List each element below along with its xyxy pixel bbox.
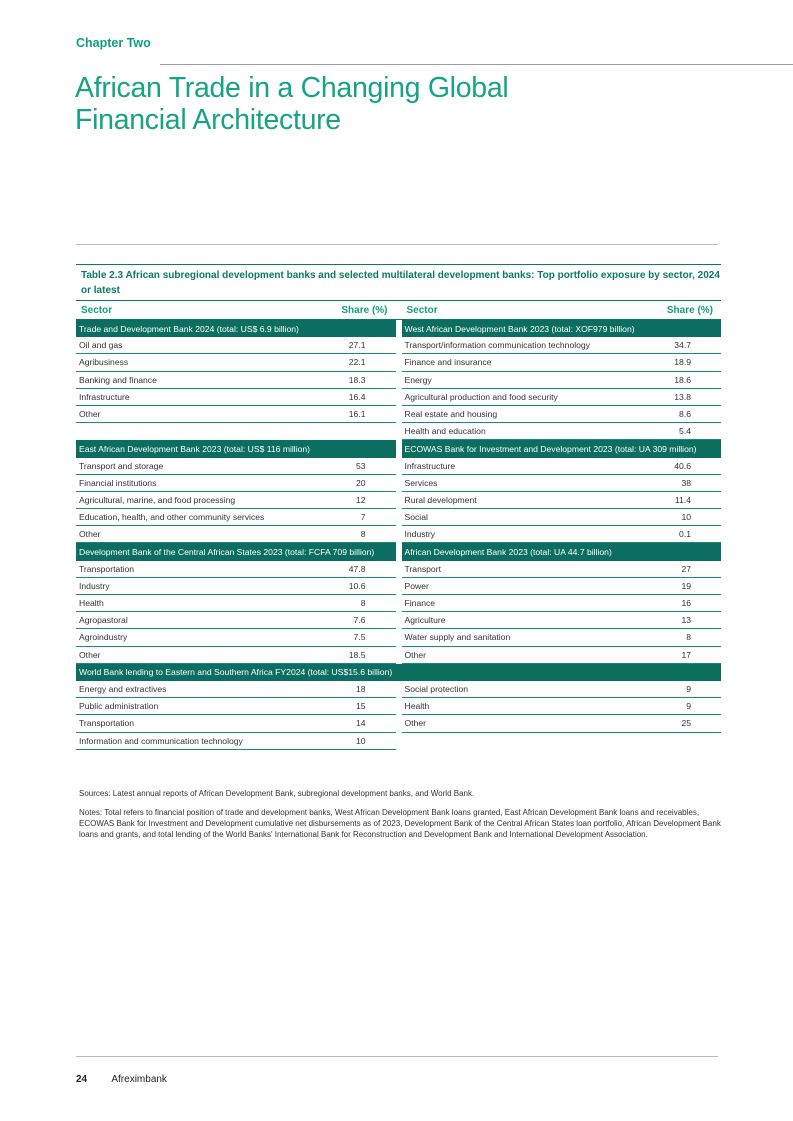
bank-heading <box>76 543 396 560</box>
share-value: 0.1 <box>679 529 691 540</box>
sector-name: Transport and storage <box>79 460 164 471</box>
share-value: 22.1 <box>348 357 366 368</box>
share-value: 12 <box>355 494 366 505</box>
sector-name: Transportation <box>79 718 135 729</box>
sector-name: Trade and Development Bank 2024 (total: US$ 6.9 billion) <box>79 323 299 334</box>
table-row <box>76 578 721 595</box>
table-cell-right <box>402 458 722 475</box>
table-cell-right <box>402 595 722 612</box>
share-value: 9 <box>686 701 691 712</box>
table-cell-right <box>402 578 722 595</box>
table-cell-right <box>402 337 722 354</box>
table-cell-left <box>76 561 396 578</box>
bank-band-row <box>76 440 721 457</box>
table-row <box>76 475 721 492</box>
table-title: Table 2.3 African subregional development banks and selected multilateral development banks: Top portfolio exposure by sector, 2024 or latest <box>76 264 721 300</box>
sector-name: Finance and insurance <box>404 357 492 368</box>
sector-name: Agricultural, marine, and food processing <box>79 494 236 505</box>
sector-name: Energy and extractives <box>79 684 167 695</box>
sector-name: Water supply and sanitation <box>404 632 511 643</box>
table-cell-left <box>76 698 396 715</box>
section-divider <box>76 244 718 245</box>
table-row <box>76 698 721 715</box>
table-cell-left <box>76 492 396 509</box>
share-value: 40.6 <box>674 460 691 471</box>
table-header <box>76 300 721 320</box>
sector-name: Industry <box>79 580 110 591</box>
sector-name: Agricultural production and food security <box>404 391 558 402</box>
table-row <box>76 526 721 543</box>
table-cell-left <box>76 595 396 612</box>
share-value: 18 <box>355 684 366 695</box>
table-cell-left <box>76 372 396 389</box>
bank-heading <box>76 664 721 681</box>
table-row <box>76 681 721 698</box>
sources-text: Sources: Latest annual reports of African Development Bank, subregional development banks, and World Bank. <box>79 789 475 798</box>
table-cell-left <box>76 389 396 406</box>
share-value: 18.9 <box>674 357 691 368</box>
share-value: 7 <box>360 512 366 523</box>
share-value: 10 <box>681 512 691 523</box>
sector-name: Agroindustry <box>79 632 128 643</box>
share-value: 8 <box>360 598 366 609</box>
bank-heading <box>402 320 722 337</box>
sector-name: Infrastructure <box>404 460 456 471</box>
table-row <box>76 561 721 578</box>
share-value: 16.4 <box>348 391 366 402</box>
table-cell-left <box>76 526 396 543</box>
share-value: 16 <box>681 598 691 609</box>
footer-divider <box>76 1056 718 1057</box>
share-value: 27 <box>681 563 691 574</box>
header-right <box>402 301 722 319</box>
sector-name: Infrastructure <box>79 391 130 402</box>
share-value: 14 <box>355 718 366 729</box>
share-value: 15 <box>355 701 366 712</box>
table-row <box>76 715 721 732</box>
sector-name: World Bank lending to Eastern and Southern Africa FY2024 (total: US$15.6 billion) <box>79 667 393 678</box>
share-value: 8 <box>686 632 691 643</box>
table-cell-right <box>402 647 722 664</box>
bank-heading <box>76 320 396 337</box>
sector-name: Oil and gas <box>79 340 123 351</box>
share-value: 17 <box>681 649 691 660</box>
sector-name: East African Development Bank 2023 (total: US$ 116 million) <box>79 443 311 454</box>
table-row <box>76 458 721 475</box>
share-value: 18.3 <box>348 374 366 385</box>
share-value: 27.1 <box>348 340 366 351</box>
share-value: 18.5 <box>348 649 366 660</box>
table-cell-left <box>76 715 396 732</box>
sector-name: Health <box>404 701 430 712</box>
header-share: Share (%) <box>666 304 713 316</box>
share-value: 16.1 <box>348 409 366 420</box>
table-row <box>76 372 721 389</box>
title-line-2: Financial Architecture <box>75 104 341 136</box>
sector-name: Agribusiness <box>79 357 129 368</box>
share-value: 20 <box>355 477 366 488</box>
table-cell-right <box>402 681 722 698</box>
table-cell-left <box>76 458 396 475</box>
share-value: 9 <box>686 684 691 695</box>
sector-name: Rural development <box>404 494 477 505</box>
share-value: 8 <box>360 529 366 540</box>
share-value: 7.5 <box>353 632 366 643</box>
table-cell-left <box>76 423 396 440</box>
sector-name: Health <box>79 598 104 609</box>
table-cell-right <box>402 492 722 509</box>
header-sector: Sector <box>81 304 113 316</box>
sector-name: Agriculture <box>404 615 446 626</box>
table-cell-right <box>402 406 722 423</box>
sector-name: West African Development Bank 2023 (total: XOF979 billion) <box>404 323 635 334</box>
share-value: 13.8 <box>674 391 691 402</box>
sector-name: African Development Bank 2023 (total: UA 44.7 billion) <box>404 547 612 558</box>
sector-name: Other <box>79 649 101 660</box>
table-cell-right <box>402 475 722 492</box>
sector-name: Education, health, and other community services <box>79 512 265 523</box>
table-cell-right <box>402 423 722 440</box>
table-cell-left <box>76 475 396 492</box>
table-cell-right <box>402 509 722 526</box>
share-value: 19 <box>681 580 691 591</box>
share-value: 7.6 <box>353 615 366 626</box>
table-row <box>76 509 721 526</box>
page-number: 24 <box>76 1074 88 1085</box>
sector-name: Information and communication technology <box>79 735 243 746</box>
header-share: Share (%) <box>341 304 388 316</box>
table-cell-left <box>76 337 396 354</box>
sector-name: Agropastoral <box>79 615 128 626</box>
sector-name: Other <box>404 718 426 729</box>
table-cell-left <box>76 406 396 423</box>
table-cell-right <box>402 715 722 732</box>
chapter-label: Chapter Two <box>76 36 151 50</box>
portfolio-table <box>76 264 721 750</box>
share-value: 53 <box>355 460 366 471</box>
share-value: 25 <box>681 718 691 729</box>
sector-name: ECOWAS Bank for Investment and Development 2023 (total: UA 309 million) <box>404 443 697 454</box>
share-value: 38 <box>681 477 691 488</box>
title-line-1: African Trade in a Changing Global <box>75 72 509 104</box>
sector-name: Finance <box>404 598 436 609</box>
table-cell-right <box>402 372 722 389</box>
top-divider <box>160 64 793 65</box>
sector-name: Other <box>404 649 426 660</box>
table-cell-right <box>402 698 722 715</box>
sector-name: Development Bank of the Central African States 2023 (total: FCFA 709 billion) <box>79 547 375 558</box>
share-value: 47.8 <box>348 563 366 574</box>
table-cell-right <box>402 629 722 646</box>
table-cell-left <box>76 578 396 595</box>
table-cell-left <box>76 733 396 750</box>
table-cell-left <box>76 629 396 646</box>
sector-name: Services <box>404 477 438 488</box>
share-value: 13 <box>681 615 691 626</box>
sector-name: Other <box>79 529 101 540</box>
notes-block <box>79 788 724 848</box>
sector-name: Banking and finance <box>79 374 157 385</box>
table-row <box>76 647 721 664</box>
sector-name: Social protection <box>404 684 469 695</box>
sector-name: Health and education <box>404 426 486 437</box>
share-value: 5.4 <box>679 426 691 437</box>
bank-band-row <box>76 664 721 681</box>
sector-name: Industry <box>404 529 436 540</box>
page-footer <box>76 1074 167 1085</box>
bank-heading <box>402 440 722 457</box>
table-cell-left <box>76 354 396 371</box>
table-row <box>76 337 721 354</box>
sector-name: Transport <box>404 563 441 574</box>
table-row <box>76 492 721 509</box>
sector-name: Transport/information communication technology <box>404 340 590 351</box>
table-cell-right <box>402 526 722 543</box>
table-cell-left <box>76 681 396 698</box>
sector-name: Real estate and housing <box>404 409 498 420</box>
sector-name: Financial institutions <box>79 477 157 488</box>
bank-band-row <box>76 543 721 560</box>
table-cell-left <box>76 647 396 664</box>
table-row <box>76 389 721 406</box>
table-cell-left <box>76 612 396 629</box>
table-cell-right <box>402 389 722 406</box>
sector-name: Transportation <box>79 563 135 574</box>
table-cell-right <box>402 561 722 578</box>
table-row <box>76 423 721 440</box>
share-value: 18.6 <box>674 374 691 385</box>
sector-name: Energy <box>404 374 432 385</box>
sector-name: Social <box>404 512 428 523</box>
publisher-name: Afreximbank <box>111 1074 167 1085</box>
table-row <box>76 733 721 750</box>
table-row <box>76 612 721 629</box>
bank-heading <box>76 440 396 457</box>
sector-name: Other <box>79 409 101 420</box>
table-cell-left <box>76 509 396 526</box>
share-value: 8.6 <box>679 409 691 420</box>
table-row <box>76 354 721 371</box>
table-cell-right <box>402 612 722 629</box>
sector-name: Power <box>404 580 429 591</box>
sector-name: Public administration <box>79 701 159 712</box>
bank-heading <box>402 543 722 560</box>
table-cell-right <box>402 354 722 371</box>
share-value: 34.7 <box>674 340 691 351</box>
table-row <box>76 595 721 612</box>
header-left <box>76 301 396 319</box>
header-sector: Sector <box>406 304 438 316</box>
table-row <box>76 406 721 423</box>
share-value: 10.6 <box>348 580 366 591</box>
table-cell-right <box>402 733 722 750</box>
bank-band-row <box>76 320 721 337</box>
notes-text: Notes: Total refers to financial position of trade and development banks, West African Development Bank loans granted, East African Development Bank loans and receivables, ECOWAS Bank for Investment and Development cumulative net disbursements as of 2023, Development Bank of the Central African States loan portfolio, African Development Bank loans and grants, and total lending of the World Banks' International Bank for Reconstruction and Development Bank and International Development Association. <box>79 808 721 839</box>
table-row <box>76 629 721 646</box>
share-value: 11.4 <box>674 494 691 505</box>
share-value: 10 <box>355 735 366 746</box>
page-title <box>75 72 508 136</box>
table-body <box>76 320 721 750</box>
